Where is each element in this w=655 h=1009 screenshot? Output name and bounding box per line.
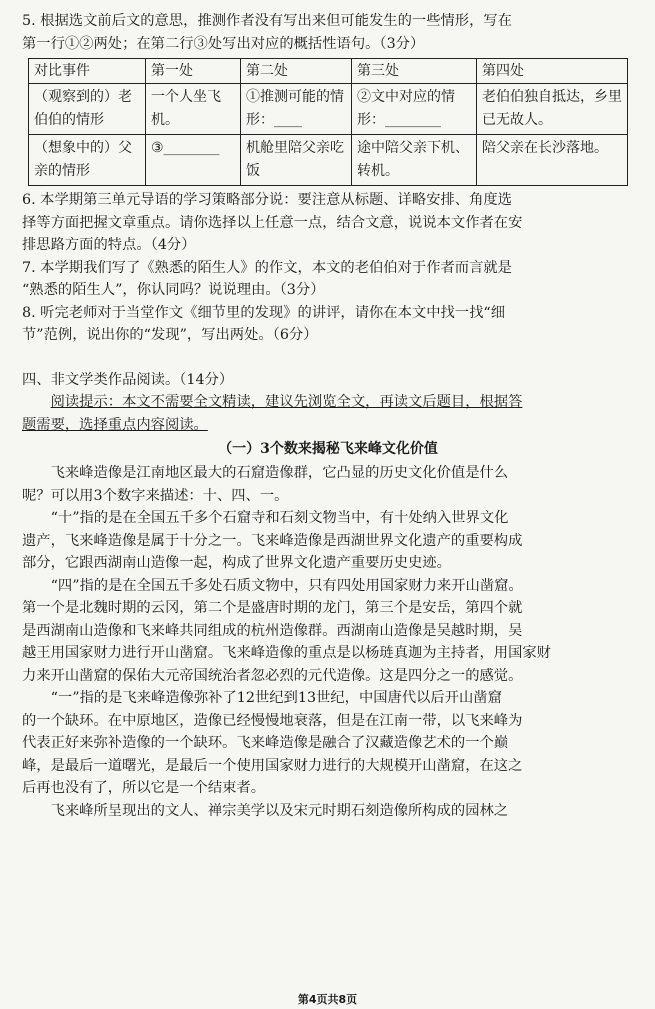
answer-blank-2[interactable]: ②文中对应的情形：________ bbox=[352, 84, 477, 135]
table-cell: 陪父亲在长沙落地。 bbox=[477, 135, 628, 186]
comparison-table bbox=[28, 58, 628, 186]
table-header-cell: 第四处 bbox=[477, 59, 628, 84]
article-line: “四”指的是在全国五千多处石质文物中，只有四处用国家财力来开山凿窟。 bbox=[50, 577, 523, 594]
article-line: 飞来峰造像是江南地区最大的石窟造像群，它凸显的历史文化价值是什么 bbox=[50, 465, 509, 481]
reading-hint-line-2: 题需要，选择重点内容阅读。 bbox=[22, 416, 208, 433]
table-header-cell: 对比事件 bbox=[29, 59, 146, 84]
question-7-line-2: “熟悉的陌生人”，你认同吗？说说理由。（3分） bbox=[22, 282, 325, 298]
table-cell: （想象中的）父亲的情形 bbox=[29, 135, 146, 186]
question-8-line-1: 8. 听完老师对于当堂作文《细节里的发现》的讲评，请你在本文中找一找“细 bbox=[22, 304, 505, 321]
question-6 bbox=[22, 189, 634, 257]
article-line: “十”指的是在全国五千多个石窟寺和石刻文物当中，有十处纳入世界文化 bbox=[50, 510, 509, 526]
article-line: 呢？可以用3个数字来描述：十、四、一。 bbox=[22, 487, 289, 504]
answer-blank-1[interactable]: ①推测可能的情形：____ bbox=[241, 84, 352, 135]
table-header-cell: 第三处 bbox=[352, 59, 477, 84]
table-row bbox=[29, 84, 628, 135]
question-8 bbox=[22, 302, 634, 347]
article-line: 力来开山凿窟的保佑大元帝国统治者忽必烈的元代造像。这是四分之一的感觉。 bbox=[22, 667, 523, 684]
page-number: 第4页共8页 bbox=[297, 992, 358, 1006]
exam-page bbox=[22, 10, 634, 822]
article-line: 部分，它跟西湖南山造像一起，构成了世界文化遗产重要历史史迹。 bbox=[22, 555, 451, 571]
question-6-line-3: 排思路方面的特点。（4分） bbox=[22, 237, 196, 253]
article-body bbox=[22, 462, 634, 822]
article-line: 的一个缺环。在中原地区，造像已经慢慢地衰落，但是在江南一带，以飞来峰为 bbox=[22, 712, 523, 729]
article-line: “一”指的是飞来峰造像弥补了12世纪到13世纪，中国唐代以后开山凿窟 bbox=[50, 690, 502, 706]
article-line: 第一个是北魏时期的云冈，第二个是盛唐时期的龙门，第三个是安岳，第四个就 bbox=[22, 600, 523, 616]
table-cell: 老伯伯独自抵达，乡里已无故人。 bbox=[477, 84, 628, 135]
question-6-line-2: 择等方面把握文章重点。请你选择以上任意一点，结合文意，说说本文作者在安 bbox=[22, 214, 523, 231]
reading-hint-line-1: 阅读提示：本文不需要全文精读，建议先浏览全文，再读文后题目，根据答 bbox=[50, 394, 523, 410]
article-title: （一）3个数来揭秘飞来峰文化价值 bbox=[218, 441, 438, 457]
article-line: 是西湖南山造像和飞来峰共同组成的杭州造像群。西湖南山造像是吴越时期，吴 bbox=[22, 622, 523, 639]
table-header-row bbox=[29, 59, 628, 84]
question-5 bbox=[22, 10, 634, 55]
table-row bbox=[29, 135, 628, 186]
table-header-cell: 第一处 bbox=[146, 59, 241, 84]
question-8-line-2: 节”范例，说出你的“发现”，写出两处。（6分） bbox=[22, 327, 318, 343]
article-line: 飞来峰所呈现出的文人、禅宗美学以及宋元时期石刻造像所构成的园林之 bbox=[50, 802, 509, 819]
article-line: 后再也没有了，所以它是一个结束者。 bbox=[22, 780, 266, 796]
article-line: 遗产，飞来峰造像是属于十分之一。飞来峰造像是西湖世界文化遗产的重要构成 bbox=[22, 532, 523, 549]
article-line: 峰，是最后一道曙光，是最后一个使用国家财力进行的大规模开山凿窟，在这之 bbox=[22, 757, 523, 774]
question-7 bbox=[22, 257, 634, 302]
question-6-line-1: 6. 本学期第三单元导语的学习策略部分说：要注意从标题、详略安排、角度选 bbox=[22, 192, 512, 208]
table-cell: 一个人坐飞机。 bbox=[146, 84, 241, 135]
table-header-cell: 第二处 bbox=[241, 59, 352, 84]
answer-blank-3[interactable]: ③________ bbox=[146, 135, 241, 186]
article-line: 代表正好来弥补造像的一个缺环。飞来峰造像是融合了汉藏造像艺术的一个巅 bbox=[22, 735, 509, 751]
table-cell: 途中陪父亲下机、转机。 bbox=[352, 135, 477, 186]
section-4-title: 四、非文学类作品阅读。（14分） bbox=[22, 371, 234, 388]
table-cell: （观察到的）老伯伯的情形 bbox=[29, 84, 146, 135]
question-7-line-1: 7. 本学期我们写了《熟悉的陌生人》的作文，本文的老伯伯对于作者而言就是 bbox=[22, 259, 512, 276]
table-cell: 机舱里陪父亲吃饭 bbox=[241, 135, 352, 186]
question-5-line-2: 第一行①②两处；在第二行③处写出对应的概括性语句。（3分） bbox=[22, 35, 425, 52]
article-line: 越王用国家财力进行开山凿窟。飞来峰造像的重点是以杨琏真迦为主持者，用国家财 bbox=[22, 645, 551, 661]
question-5-line-1: 5. 根据选文前后文的意思，推测作者没有写出来但可能发生的一些情形，写在 bbox=[22, 13, 512, 29]
